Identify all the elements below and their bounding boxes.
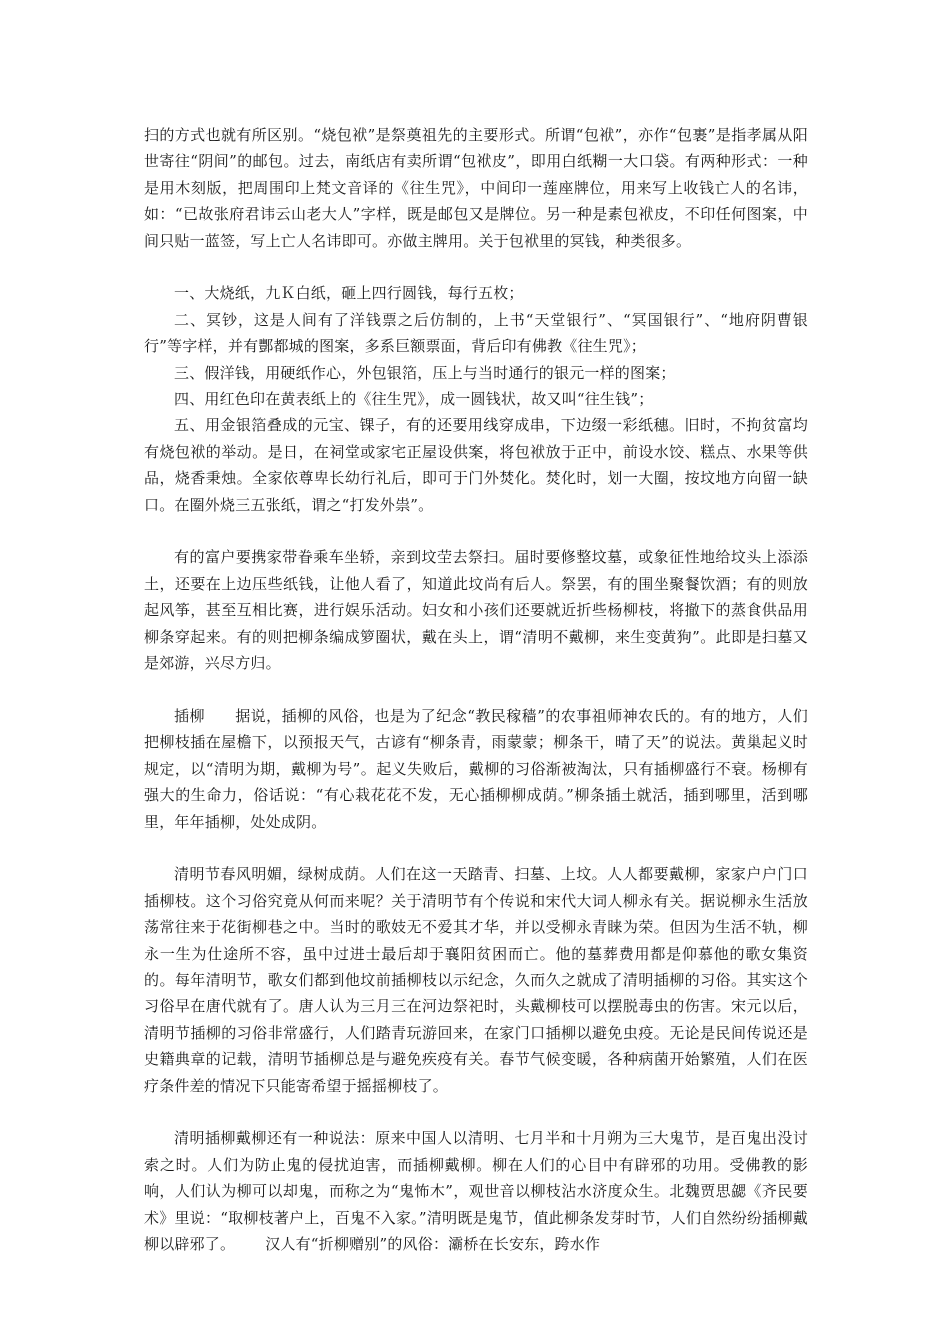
paragraph-willow-planting: [144, 703, 808, 835]
paragraph-gap: [144, 835, 808, 861]
paragraph-ghost-festival: [144, 1125, 808, 1257]
paragraph-ghost-body: 清明插柳戴柳还有一种说法：原来中国人以清明、七月半和十月朔为三大鬼节，是百鬼出没讨索之时。人们为防止鬼的侵扰迫害，而插柳戴柳。柳在人们的心目中有辟邪的功用。受佛教的影响，人们认为柳可以却鬼，而称之为“鬼怖木”，观世音以柳枝沾水济度众生。北魏贾思勰《齐民要术》里说：“取柳枝著户上，百鬼不入家。”清明既是鬼节，值此柳条发芽时节，人们自然纷纷插柳戴柳以辟邪了。: [144, 1129, 808, 1253]
list-item-5: 五、用金银箔叠成的元宝、锞子，有的还要用线穿成串，下边缀一彩纸穗。旧时，不拘贫富均有烧包袱的举动。是日，在祠堂或家宅正屋设供案，将包袱放于正中，前设水饺、糕点、水果等供品，烧香秉烛。全家依尊卑长幼行礼后，即可于门外焚化。焚化时，划一大圈，按坟地方向留一缺口。在圈外烧三五张纸，谓之“打发外祟”。: [144, 416, 808, 514]
section-heading-willow: 插柳: [174, 706, 205, 725]
paragraph-grave-sweeping: 有的富户要携家带眷乘车坐轿，亲到坟茔去祭扫。届时要修整坟墓，或象征性地给坟头上添添土，还要在上边压些纸钱，让他人看了，知道此坟尚有后人。祭罢，有的围坐聚餐饮酒；有的则放起风筝，甚至互相比赛，进行娱乐活动。妇女和小孩们还要就近折些杨柳枝，将撤下的蒸食供品用柳条穿起来。有的则把柳条编成箩圈状，戴在头上，谓“清明不戴柳，来生变黄狗”。此即是扫墓又是郊游，兴尽方归。: [144, 548, 808, 673]
paragraph-farewell-start: 汉人有“折柳赠别”的风俗：灞桥在长安东，跨水作: [265, 1234, 601, 1253]
list-item-1: 一、大烧纸，九Ｋ白纸，砸上四行圆钱，每行五枚；: [174, 284, 524, 303]
list-item-4: 四、用红色印在黄表纸上的《往生咒》，成一圆钱状，故又叫“往生钱”；: [174, 390, 654, 409]
list-item-2: 二、冥钞，这是人间有了洋钱票之后仿制的，上书“天堂银行”、“冥国银行”、“地府阴曹银行”等字样，并有酆都城的图案，多系巨额票面，背后印有佛教《往生咒》；: [144, 310, 808, 356]
paragraph-liu-yong: 清明节春风明媚，绿树成荫。人们在这一天踏青、扫墓、上坟。人人都要戴柳，家家户户门口插柳枝。这个习俗究竟从何而来呢？关于清明节有个传说和宋代大词人柳永有关。据说柳永生活放荡常往来于花街柳巷之中。当时的歌妓无不爱其才华，并以受柳永青睐为荣。但因为生活不轨，柳永一生为仕途所不容，虽中过进士最后却于襄阳贫困而亡。他的墓葬费用都是仰慕他的歌女集资的。每年清明节，歌女们都到他坟前插柳枝以示纪念，久而久之就成了清明插柳的习俗。其实这个习俗早在唐代就有了。唐人认为三月三在河边祭祀时，头戴柳枝可以摆脱毒虫的伤害。宋元以后，清明节插柳的习俗非常盛行，人们踏青玩游回来，在家门口插柳以避免虫疫。无论是民间传说还是史籍典章的记载，清明节插柳总是与避免疾疫有关。春节气候变暖，各种病菌开始繁殖，人们在医疗条件差的情况下只能寄希望于摇摇柳枝了。: [144, 865, 808, 1095]
paragraph-gap: [144, 518, 808, 544]
document-page: [144, 122, 808, 1257]
paragraph-gap: [144, 677, 808, 703]
paragraph-gap: [144, 254, 808, 280]
paragraph-gap: [144, 1099, 808, 1125]
list-item-3: 三、假洋钱，用硬纸作心，外包银箔，压上与当时通行的银元一样的图案；: [174, 363, 676, 382]
paragraph-willow-body: 据说，插柳的风俗，也是为了纪念“教民稼穑”的农事祖师神农氏的。有的地方，人们把柳枝插在屋檐下，以预报天气，古谚有“柳条青，雨蒙蒙；柳条干，晴了天”的说法。黄巢起义时规定，以“清明为期，戴柳为号”。起义失败后，戴柳的习俗渐被淘汰，只有插柳盛行不衰。杨柳有强大的生命力，俗话说：“有心栽花花不发，无心插柳柳成荫。”柳条插土就活，插到哪里，活到哪里，年年插柳，处处成阴。: [144, 706, 808, 831]
paragraph-baoful-intro: 扫的方式也就有所区别。“烧包袱”是祭奠祖先的主要形式。所谓“包袱”，亦作“包裹”是指孝属从阳世寄往“阴间”的邮包。过去，南纸店有卖所谓“包袱皮”，即用白纸糊一大口袋。有两种形式：一种是用木刻版，把周围印上梵文音译的《往生咒》，中间印一莲座牌位，用来写上收钱亡人的名讳，如：“已故张府君讳云山老大人”字样，既是邮包又是牌位。另一种是素包袱皮，不印任何图案，中间只贴一蓝签，写上亡人名讳即可。亦做主牌用。关于包袱里的冥钱，种类很多。: [144, 126, 808, 250]
